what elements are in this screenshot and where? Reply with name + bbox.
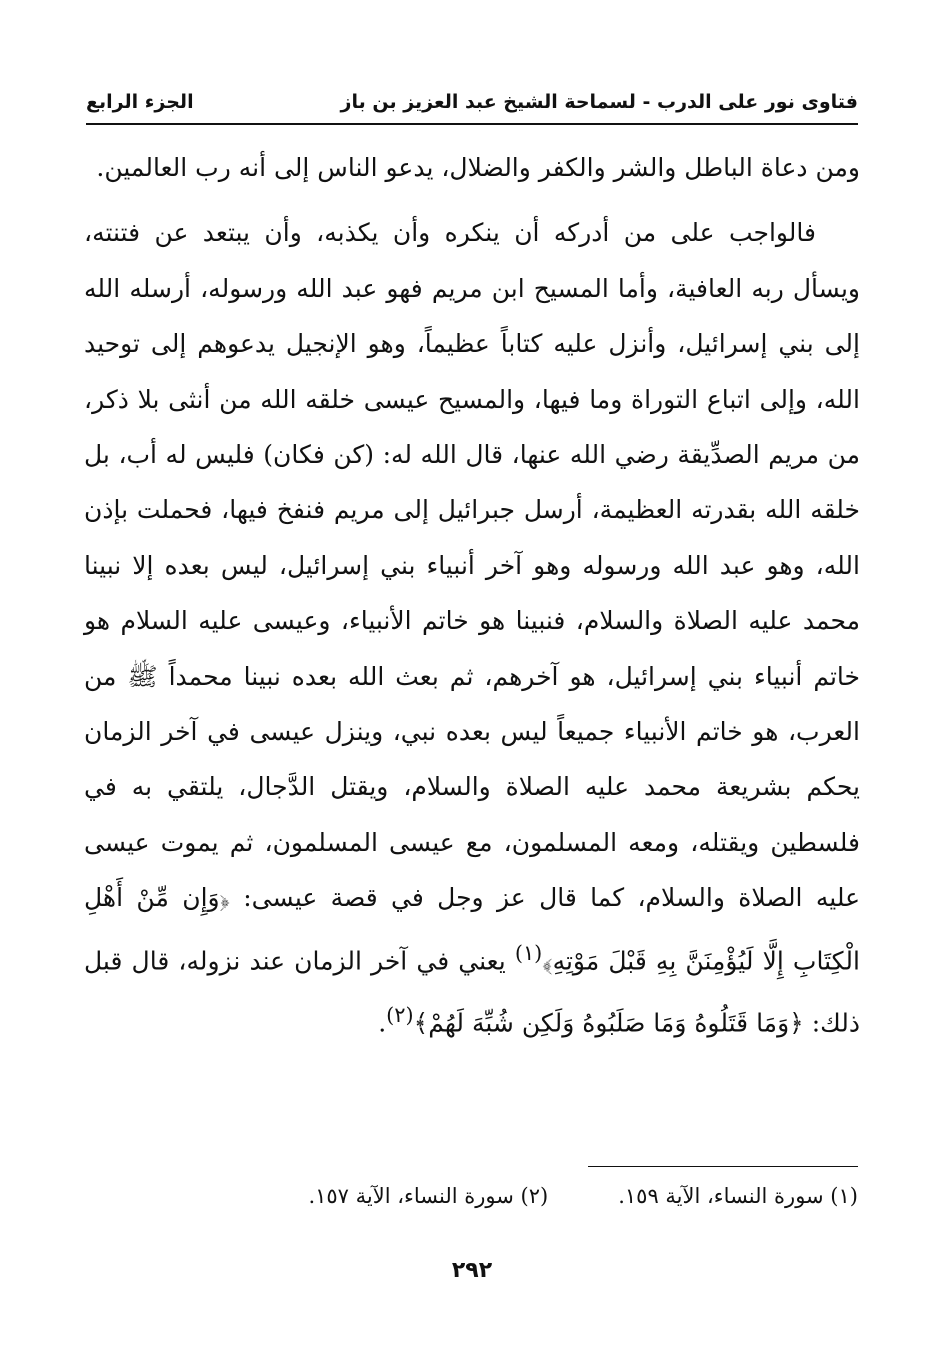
footnote-ref-1: (١) (514, 940, 543, 965)
header-rule (86, 123, 858, 125)
body-text (84, 140, 860, 1051)
page-number: ٢٩٢ (451, 1258, 493, 1283)
quran-verse-2: ﴿وَمَا قَتَلُوهُ وَمَا صَلَبُوهُ وَلَكِن شُبِّهَ لَهُمْ﴾ (413, 1008, 804, 1038)
footnote-rule (588, 1166, 858, 1167)
paragraph-2-continuation: يعني في آخر الزمان عند نزوله، قال قبل ذلك: (84, 946, 860, 1038)
header-title: فتاوى نور على الدرب - لسماحة الشيخ عبد العزيز بن باز (340, 91, 858, 113)
footnotes (86, 1176, 858, 1216)
footnote-2: (٢) سورة النساء، الآية ١٥٧. (308, 1184, 549, 1208)
quran-verse-1: ﴿وَإِن مِّنْ أَهْلِ الْكِتَابِ إِلَّا لَيُؤْمِنَنَّ بِهِ قَبْلَ مَوْتِهِ﴾ (84, 883, 860, 976)
paragraph-2-text: فالواجب على من أدركه أن ينكره وأن يكذبه، وأن يبتعد عن فتنته، ويسأل ربه العافية، وأما المسيح ابن مريم فهو عبد الله ورسوله، أرسله الله إلى بني إسرائيل، وأنزل عليه كتاباً عظيماً، وهو الإنجيل يدعوهم إلى توحيد الله، وإلى اتباع التوراة وما فيها، والمسيح عيسى خلقه الله من أنثى بلا ذكر، من مريم الصدِّيقة رضي الله عنها، قال الله له: (كن فكان) فليس له أب، بل خلقه الله بقدرته العظيمة، أرسل جبرائيل إلى مريم فنفخ فيها، فحملت بإذن الله، وهو عبد الله ورسوله وهو آخر أنبياء بني إسرائيل، ليس بعده إلا نبينا محمد عليه الصلاة والسلام، فنبينا هو خاتم الأنبياء، وعيسى عليه السلام هو خاتم أنبياء بني إسرائيل، هو آخرهم، ثم بعث الله بعده نبينا محمداً ﷺ من العرب، هو خاتم الأنبياء جميعاً ليس بعده نبي، وينزل عيسى في آخر الزمان يحكم بشريعة محمد عليه الصلاة والسلام، ويقتل الدَّجال، يلتقي به في فلسطين ويقتله، ومعه المسلمون، مع عيسى المسلمون، ثم يموت عيسى عليه الصلاة والسلام، كما قال عز وجل في قصة عيسى: (84, 218, 861, 913)
footnote-ref-2: (٢) (386, 1003, 414, 1028)
footnote-1: (١) سورة النساء، الآية ١٥٩. (618, 1184, 858, 1208)
paragraph-2 (84, 205, 860, 1051)
paragraph-1: ومن دعاة الباطل والشر والكفر والضلال، يدعو الناس إلى أنه رب العالمين. (96, 153, 860, 182)
header-section: الجزء الرابع (86, 91, 194, 113)
end-mark: . (378, 1008, 387, 1038)
running-header (86, 82, 858, 122)
